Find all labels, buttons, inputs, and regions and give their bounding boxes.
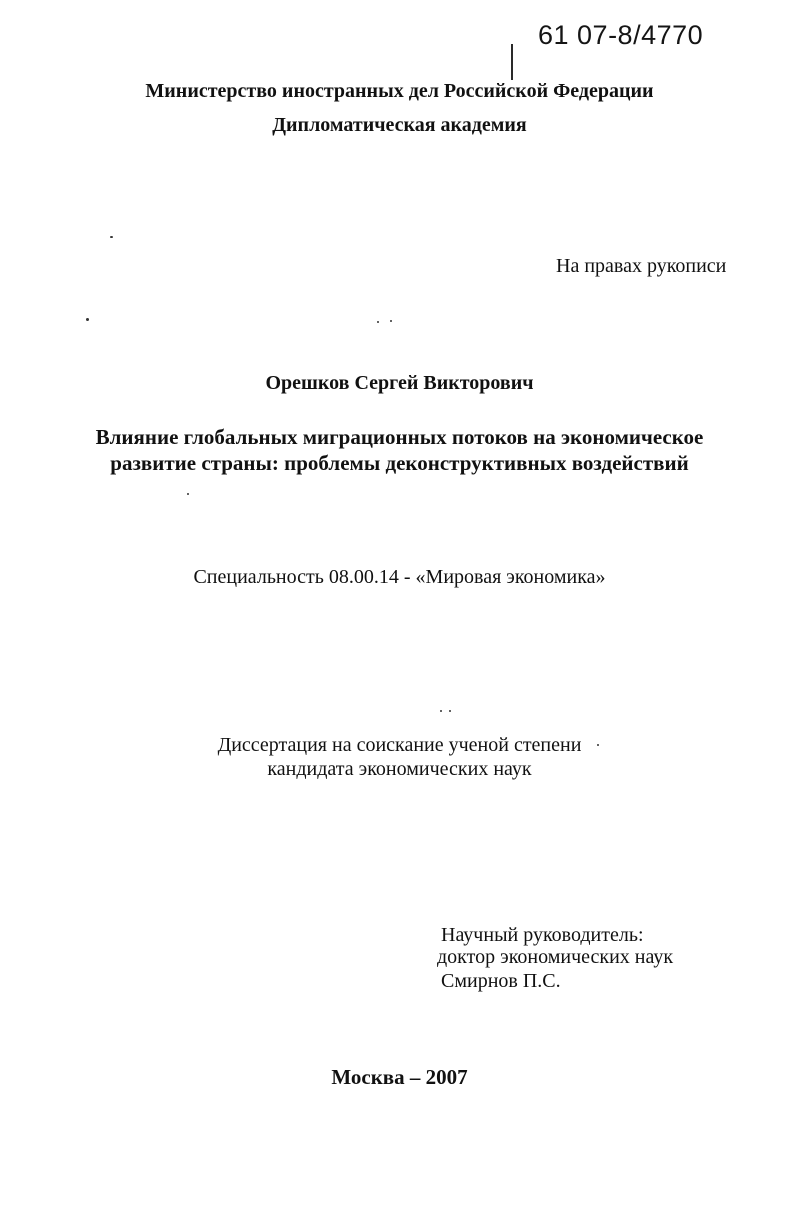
scan-speck <box>597 744 599 746</box>
author-name: Орешков Сергей Викторович <box>265 372 534 394</box>
place-and-year: Москва – 2007 <box>331 1065 468 1089</box>
specialty-line: Специальность 08.00.14 - «Мировая экономика» <box>193 566 606 588</box>
academy-heading: Дипломатическая академия <box>272 114 527 136</box>
scan-speck <box>377 321 379 323</box>
ministry-heading: Министерство иностранных дел Российской Федерации <box>145 80 654 102</box>
degree-line-1: Диссертация на соискание ученой степени <box>217 734 582 756</box>
degree-line-2: кандидата экономических наук <box>267 758 532 780</box>
scan-speck <box>110 236 113 238</box>
dissertation-title-line-2: развитие страны: проблемы деконструктивных воздействий <box>110 451 689 475</box>
stamp-mark-line <box>511 44 513 80</box>
supervisor-degree: доктор экономических наук <box>437 946 674 968</box>
supervisor-label: Научный руководитель: <box>441 924 644 946</box>
scan-speck <box>390 320 392 322</box>
manuscript-note: На правах рукописи <box>556 255 727 277</box>
archive-stamp: 61 07-8/4770 <box>538 20 704 50</box>
dissertation-title-line-1: Влияние глобальных миграционных потоков на экономическое <box>95 425 704 449</box>
scan-speck <box>440 710 442 712</box>
supervisor-name: Смирнов П.С. <box>441 970 561 992</box>
scan-speck <box>86 318 89 321</box>
scan-speck <box>449 710 451 712</box>
scan-speck <box>187 493 189 495</box>
